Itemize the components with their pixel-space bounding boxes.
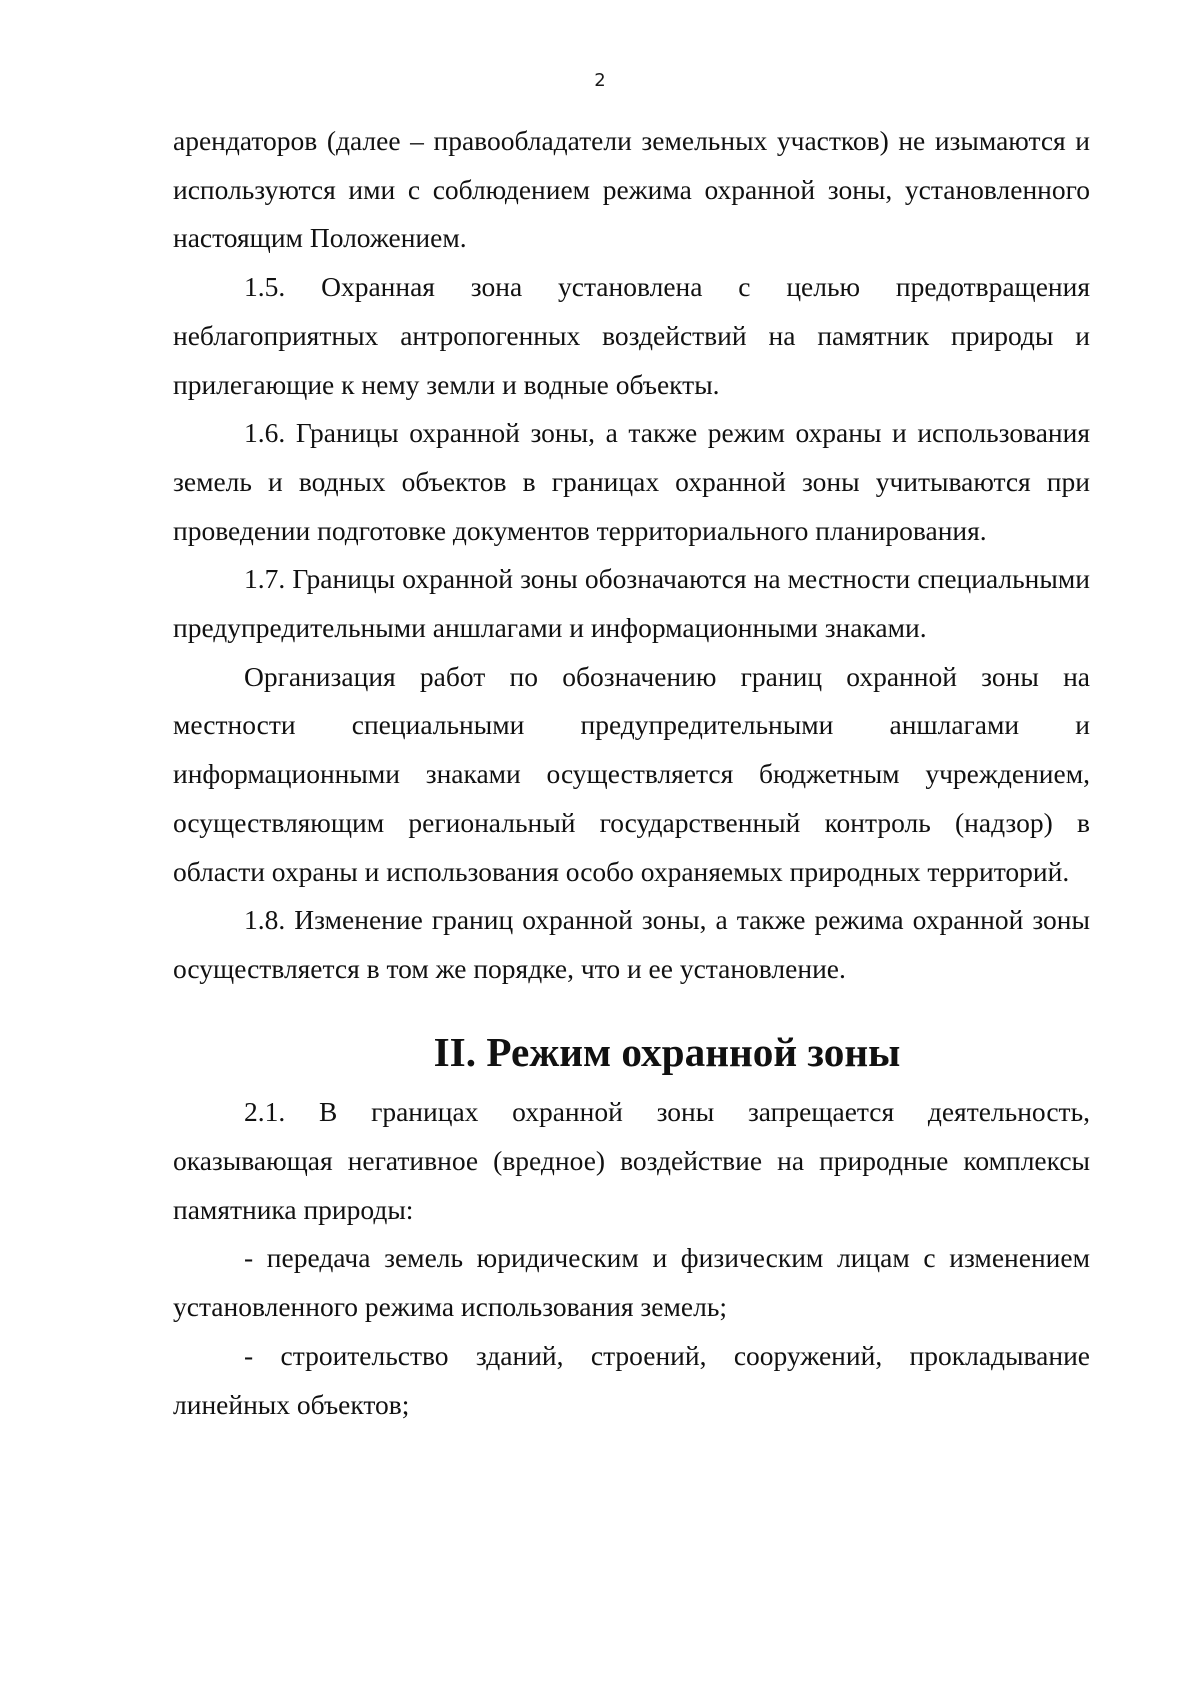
paragraph-1-7: 1.7. Границы охранной зоны обозначаются на местности специальными предупредительными аншлагами и информационными знаками. [173,563,1090,644]
list-item-construction: - строительство зданий, строений, сооружений, прокладывание линейных объектов; [173,1339,1090,1420]
paragraph-organization: Организация работ по обозначению границ охранной зоны на местности специальными предупредительными аншлагами и информационными знаками осуществляется бюджетным учреждением, осуществляющим региональный государственный контроль (надзор) в области охраны и использования особо охраняемых природных территорий. [173,660,1090,887]
paragraph-1-8: 1.8. Изменение границ охранной зоны, а также режима охранной зоны осуществляется в том же порядке, что и ее установление. [173,904,1090,984]
section-heading: II. Режим охранной зоны [433,1028,901,1075]
list-item-land-transfer: - передача земель юридическим и физическим лицам с изменением установленного режима использования земель; [173,1242,1090,1323]
paragraph-1-5: 1.5. Охранная зона установлена с целью предотвращения неблагоприятных антропогенных воздействий на памятник природы и прилегающие к нему земли и водные объекты. [173,271,1090,400]
document-body [173,117,1090,1429]
paragraph-continuation: арендаторов (далее – правообладатели земельных участков) не изымаются и используются ими с соблюдением режима охранной зоны, установленного настоящим Положением. [173,125,1090,254]
page-number: 2 [594,70,606,91]
paragraph-1-6: 1.6. Границы охранной зоны, а также режим охраны и использования земель и водных объектов в границах охранной зоны учитываются при проведении подготовке документов территориального планирования. [173,417,1090,546]
paragraph-2-1: 2.1. В границах охранной зоны запрещается деятельность, оказывающая негативное (вредное) воздействие на природные комплексы памятника природы: [173,1096,1090,1225]
